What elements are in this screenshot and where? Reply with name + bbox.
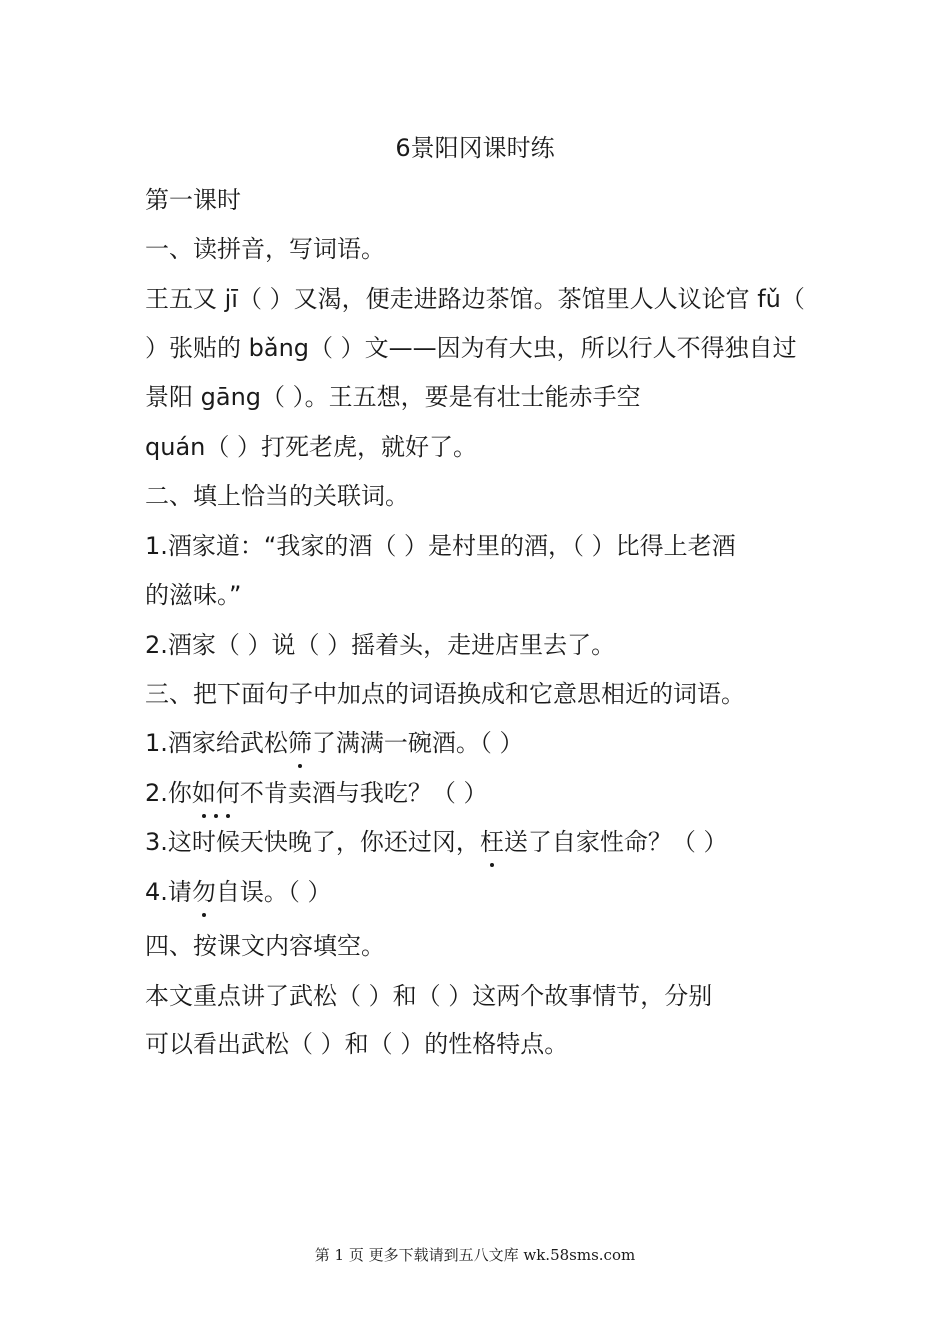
section-2-line: 的滋味。” bbox=[145, 581, 242, 609]
item-text: 2.你 bbox=[145, 779, 192, 807]
item-text: 送了自家性命？（ ） bbox=[503, 828, 728, 856]
dotted-word: 筛 bbox=[288, 726, 312, 760]
section-3-heading: 三、把下面句子中加点的词语换成和它意思相近的词语。 bbox=[145, 680, 745, 708]
section-1-line: quán（ ）打死老虎，就好了。 bbox=[145, 433, 477, 461]
section-4-heading: 四、按课文内容填空。 bbox=[145, 932, 385, 960]
item-text: 3.这时候天快晚了，你还过冈， bbox=[145, 828, 480, 856]
section-2-line: 1.酒家道：“我家的酒（ ）是村里的酒，（ ）比得上老酒 bbox=[145, 532, 736, 560]
item-text: 1.酒家给武松 bbox=[145, 729, 288, 757]
section-3-item bbox=[145, 875, 815, 909]
section-3-item bbox=[145, 776, 815, 810]
page-title: 6景阳冈课时练 bbox=[395, 134, 555, 162]
item-text: 了满满一碗酒。（ ） bbox=[311, 729, 524, 757]
section-1-line: 景阳 gāng（ ）。王五想，要是有壮士能赤手空 bbox=[145, 383, 641, 411]
dotted-word: 勿 bbox=[192, 875, 216, 909]
lesson-label: 第一课时 bbox=[145, 186, 241, 214]
section-3-item bbox=[145, 726, 815, 760]
section-1-line: 王五又 jī（ ）又渴，便走进路边茶馆。茶馆里人人议论官 fǔ（ bbox=[145, 285, 805, 313]
section-1-heading: 一、读拼音，写词语。 bbox=[145, 235, 385, 263]
dotted-char: 何 bbox=[216, 776, 240, 810]
section-3-item bbox=[145, 825, 815, 859]
item-text: 4.请 bbox=[145, 878, 192, 906]
item-text: 自误。（ ） bbox=[215, 878, 332, 906]
section-1-line: ）张贴的 bǎng（ ）文——因为有大虫，所以行人不得独自过 bbox=[145, 334, 797, 362]
page-footer: 第 1 页 更多下载请到五八文库 wk.58sms.com bbox=[314, 1246, 636, 1264]
dotted-word bbox=[192, 776, 240, 810]
dotted-char: 如 bbox=[192, 776, 216, 810]
section-2-line: 2.酒家（ ）说（ ）摇着头，走进店里去了。 bbox=[145, 631, 616, 659]
section-4-line: 可以看出武松（ ）和（ ）的性格特点。 bbox=[145, 1030, 569, 1058]
item-text: 不肯卖酒与我吃？（ ） bbox=[239, 779, 488, 807]
dotted-word: 枉 bbox=[480, 825, 504, 859]
section-2-heading: 二、填上恰当的关联词。 bbox=[145, 482, 409, 510]
section-4-line: 本文重点讲了武松（ ）和（ ）这两个故事情节，分别 bbox=[145, 982, 713, 1010]
